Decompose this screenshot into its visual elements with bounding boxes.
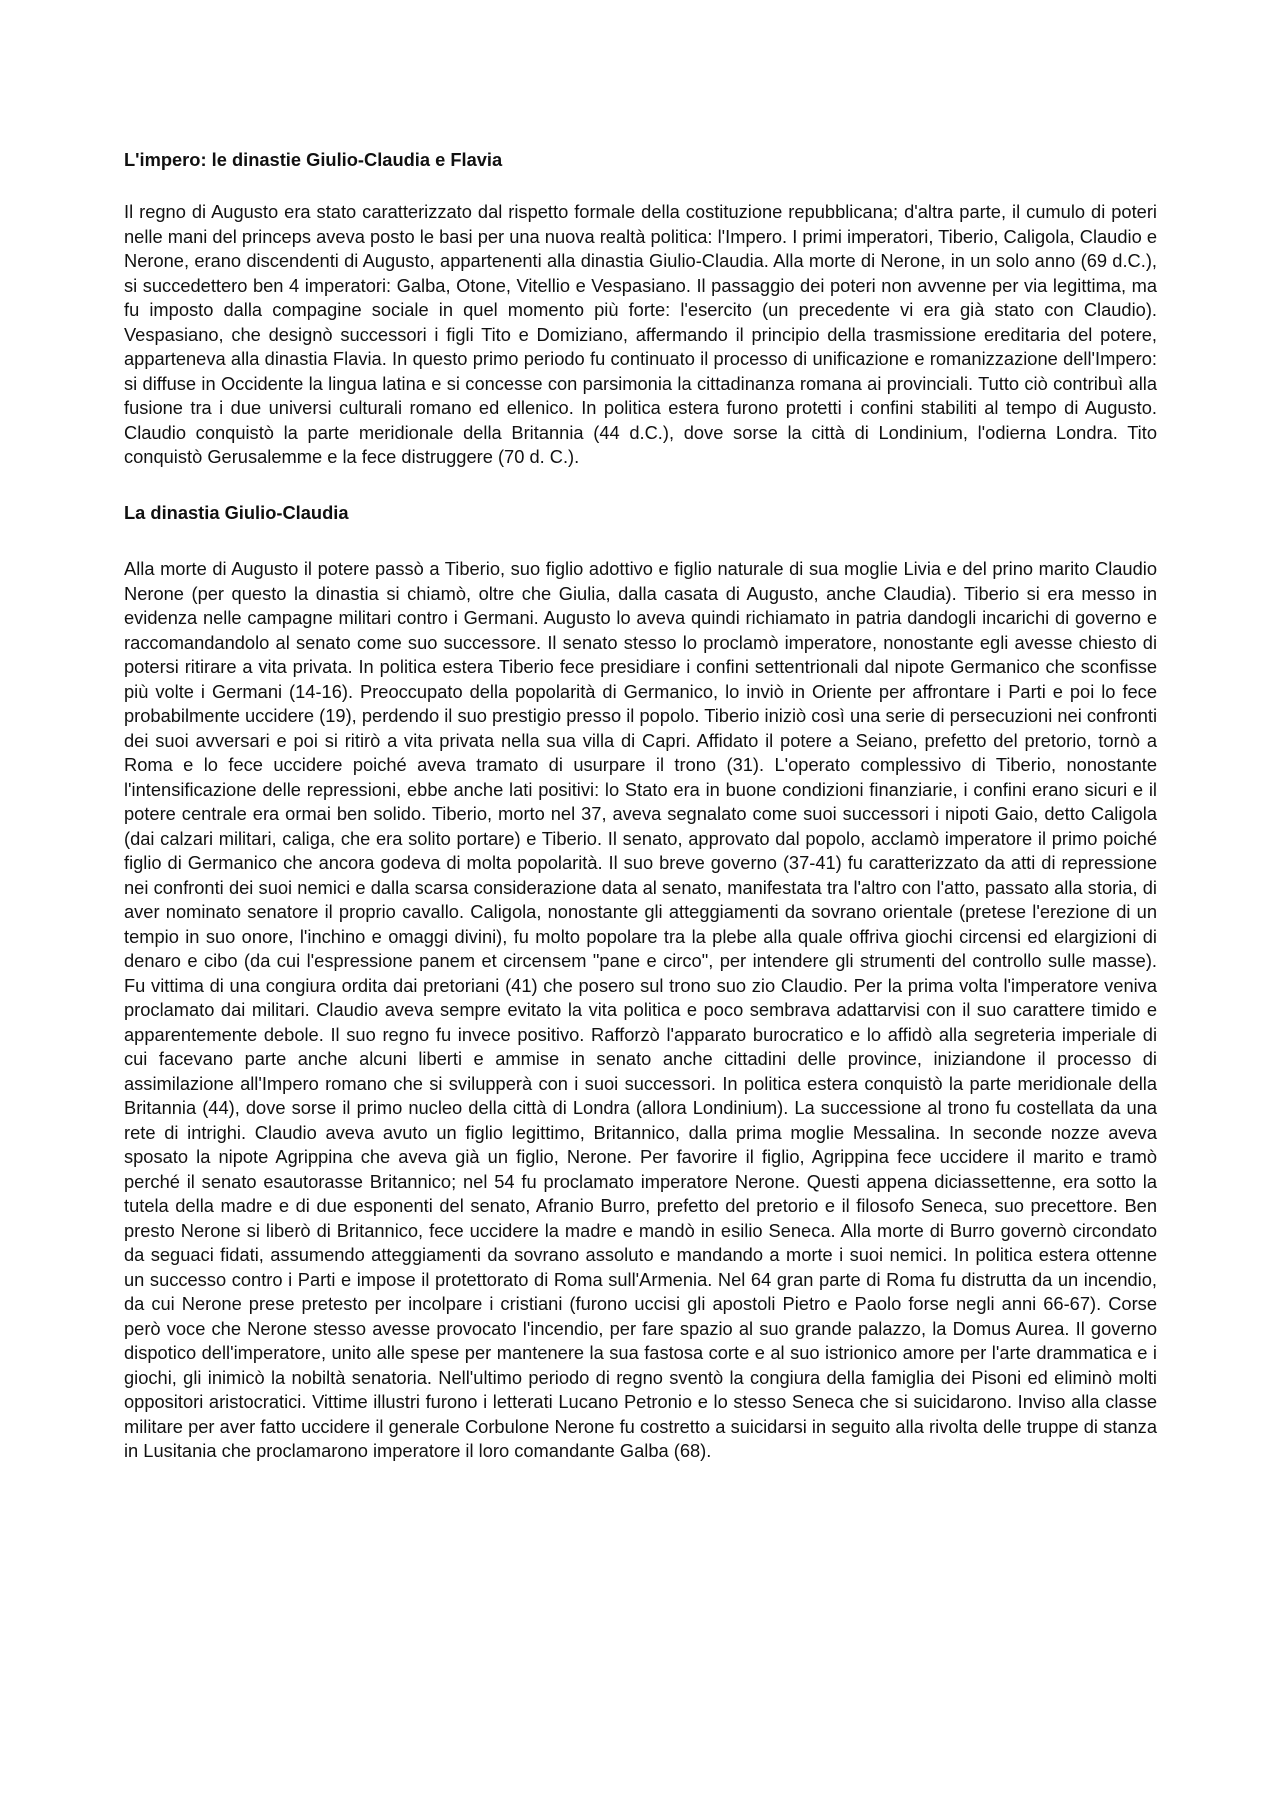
section-body-julio-claudian: Alla morte di Augusto il potere passò a Tiberio, suo figlio adottivo e figlio naturale di sua moglie Livia e del prino marito Claudio Nerone (per questo la dinastia si chiamò, oltre che Giulia, dalla casata di Augusto, anche Claudia). Tiberio si era messo in evidenza nelle campagne militari contro i Germani. Augusto lo aveva quindi richiamato in patria dandogli incarichi di governo e raccomandandolo al senato come suo successore. Il senato stesso lo proclamò imperatore, nonostante egli avesse chiesto di potersi ritirare a vita privata. In politica estera Tiberio fece presidiare i confini settentrionali dal nipote Germanico che sconfisse più volte i Germani (14-16). Preoccupato della popolarità di Germanico, lo inviò in Oriente per affrontare i Parti e poi lo fece probabilmente uccidere (19), perdendo il suo prestigio presso il popolo. Tiberio iniziò così una serie di persecuzioni nei confronti dei suoi avversari e poi si ritirò a vita privata nella sua villa di Capri. Affidato il potere a Seiano, prefetto del pretorio, tornò a Roma e lo fece uccidere poiché aveva tramato di usurpare il trono (31). L'operato complessivo di Tiberio, nonostante l'intensificazione delle repressioni, ebbe anche lati positivi: lo Stato era in buone condizioni finanziarie, i confini erano sicuri e il potere centrale era ormai ben solido. Tiberio, morto nel 37, aveva segnalato come suoi successori i nipoti Gaio, detto Caligola (dai calzari militari, caliga, che era solito portare) e Tiberio. Il senato, approvato dal popolo, acclamò imperatore il primo poiché figlio di Germanico che ancora godeva di molta popolarità. Il suo breve governo (37-41) fu caratterizzato da atti di repressione nei confronti dei suoi nemici e dalla scarsa considerazione data al senato, manifestata tra l'altro con l'atto, passato alla storia, di aver nominato senatore il proprio cavallo. Caligola, nonostante gli atteggiamenti da sovrano orientale (pretese l'erezione di un tempio in suo onore, l'inchino e omaggi divini), fu molto popolare tra la plebe alla quale offriva giochi circensi ed elargizioni di denaro e cibo (da cui l'espressione panem et circensem "pane e circo", per intendere gli strumenti del controllo sulle masse). Fu vittima di una congiura ordita dai pretoriani (41) che posero sul trono suo zio Claudio. Per la prima volta l'imperatore veniva proclamato dai militari. Claudio aveva sempre evitato la vita politica e poco sembrava adattarvisi con il suo carattere timido e apparentemente debole. Il suo regno fu invece positivo. Rafforzò l'apparato burocratico e lo affidò alla segreteria imperiale di cui facevano parte anche alcuni liberti e ammise in senato anche cittadini delle province, iniziandone il processo di assimilazione all'Impero romano che si svilupperà con i suoi successori. In politica estera conquistò la parte meridionale della Britannia (44), dove sorse il primo nucleo della città di Londra (allora Londinium). La successione al trono fu costellata da una rete di intrighi. Claudio aveva avuto un figlio legittimo, Britannico, dalla prima moglie Messalina. In seconde nozze aveva sposato la nipote Agrippina che aveva già un figlio, Nerone. Per favorire il figlio, Agrippina fece uccidere il marito e tramò perché il senato esautorasse Britannico; nel 54 fu proclamato imperatore Nerone. Questi appena diciassettenne, era sotto la tutela della madre e di due esponenti del senato, Afranio Burro, prefetto del pretorio e il filosofo Seneca, suo precettore. Ben presto Nerone si liberò di Britannico, fece uccidere la madre e mandò in esilio Seneca. Alla morte di Burro governò circondato da seguaci fidati, assumendo atteggiamenti da sovrano assoluto e mandando a morte i suoi nemici. In politica estera ottenne un successo contro i Parti e impose il protettorato di Roma sull'Armenia. Nel 64 gran parte di Roma fu distrutta da un incendio, da cui Nerone prese pretesto per incolpare i cristiani (furono uccisi gli apostoli Pietro e Paolo forse negli anni 66-67). Corse però voce che Nerone stesso avesse provocato l'incendio, per fare spazio al suo grande palazzo, la Domus Aurea. Il governo dispotico dell'imperatore, unito alle spese per mantenere la sua fastosa corte e al suo istrionico amore per l'arte drammatica e i giochi, gli inimicò la nobiltà senatoria. Nell'ultimo periodo di regno sventò la congiura della famiglia dei Pisoni ed eliminò molti oppositori aristocratici. Vittime illustri furono i letterati Lucano Petronio e lo stesso Seneca che si suicidarono. Inviso alla classe militare per aver fatto uccidere il generale Corbulone Nerone fu costretto a suicidarsi in seguito alla rivolta delle truppe di stanza in Lusitania che proclamarono imperatore il loro comandante Galba (68). [124,558,1157,1462]
document-page [124,148,1157,1464]
section-body-empire: Il regno di Augusto era stato caratterizzato dal rispetto formale della costituzione repubblicana; d'altra parte, il cumulo di poteri nelle mani del princeps aveva posto le basi per una nuova realtà politica: l'Impero. I primi imperatori, Tiberio, Caligola, Claudio e Nerone, erano discendenti di Augusto, appartenenti alla dinastia Giulio-Claudia. Alla morte di Nerone, in un solo anno (69 d.C.), si succedettero ben 4 imperatori: Galba, Otone, Vitellio e Vespasiano. Il passaggio dei poteri non avvenne per via legittima, ma fu imposto dalla compagine sociale in quel momento più forte: l'esercito (un precedente vi era già stato con Claudio). Vespasiano, che designò successori i figli Tito e Domiziano, affermando il principio della trasmissione ereditaria del potere, apparteneva alla dinastia Flavia. In questo primo periodo fu continuato il processo di unificazione e romanizzazione dell'Impero: si diffuse in Occidente la lingua latina e si concesse con parsimonia la cittadinanza romana ai provinciali. Tutto ciò contribuì alla fusione tra i due universi culturali romano ed ellenico. In politica estera furono protetti i confini stabiliti al tempo di Augusto. Claudio conquistò la parte meridionale della Britannia (44 d.C.), dove sorse la città di Londinium, l'odierna Londra. Tito conquistò Gerusalemme e la fece distruggere (70 d. C.). [124,201,1157,468]
section-title-julio-claudian: La dinastia Giulio-Claudia [124,501,349,523]
section-title-empire: L'impero: le dinastie Giulio-Claudia e Flavia [124,149,503,170]
